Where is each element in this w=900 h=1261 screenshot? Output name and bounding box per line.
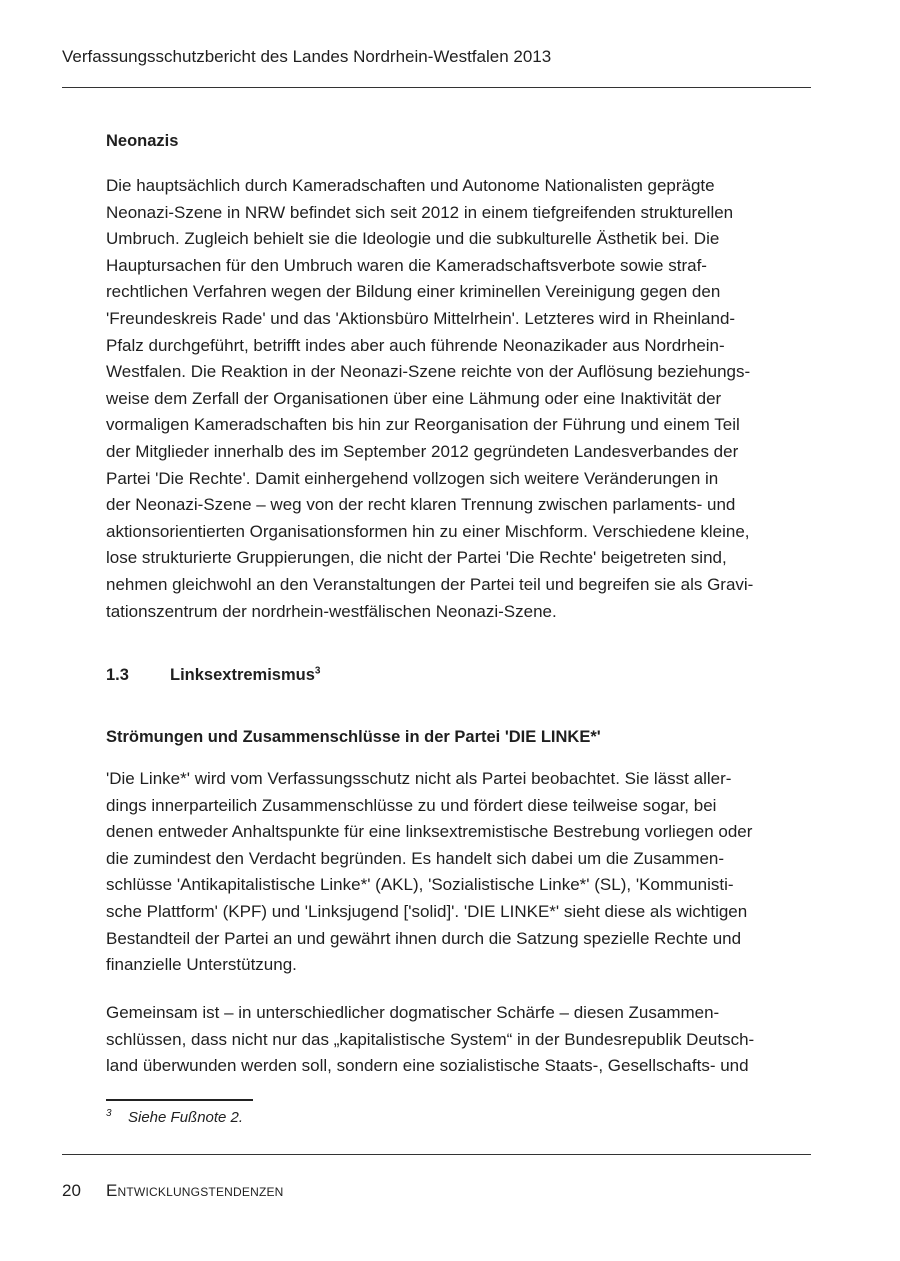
text-line: 'Freundeskreis Rade' und das 'Aktionsbüro Mittelrhein'. Letzteres wird in Rheinland-	[106, 308, 736, 328]
text-line: Westfalen. Die Reaktion in der Neonazi-Szene reichte von der Auflösung beziehungs-	[106, 362, 751, 382]
text-line: schlüsse 'Antikapitalistische Linke*' (AKL), 'Sozialistische Linke*' (SL), 'Kommunisti-	[106, 875, 734, 895]
text-line: Gemeinsam ist – in unterschiedlicher dogmatischer Schärfe – diesen Zusammen-	[106, 1003, 720, 1022]
header-rule	[62, 87, 811, 88]
text-line: dings innerparteilich Zusammenschlüsse zu und fördert diese teilweise sogar, bei	[106, 795, 717, 815]
text-line: weise dem Zerfall der Organisationen über eine Lähmung oder eine Inaktivität der	[106, 388, 722, 408]
text-line: Neonazi-Szene in NRW befindet sich seit 2012 in einem tiefgreifenden strukturellen	[106, 202, 734, 222]
section-number: 1.3	[106, 666, 129, 684]
text-line: Partei 'Die Rechte'. Damit einhergehend vollzogen sich weitere Veränderungen in	[106, 468, 719, 488]
text-line: Bestandteil der Partei an und gewährt ihnen durch die Satzung spezielle Rechte und	[106, 928, 742, 948]
footer-rule	[62, 1154, 811, 1155]
running-header: Verfassungsschutzbericht des Landes Nordrhein-Westfalen 2013	[62, 47, 552, 66]
stroemungen-paragraph-2	[106, 1000, 811, 1080]
section-heading	[106, 664, 811, 686]
text-line: schlüssen, dass nicht nur das „kapitalistische System“ in der Bundesrepublik Deutsch-	[106, 1029, 755, 1049]
stroemungen-paragraph-1	[106, 766, 811, 979]
text-line: nehmen gleichwohl an den Veranstaltungen der Partei teil und begreifen sie als Gravi-	[106, 574, 754, 594]
page-footer	[62, 1180, 284, 1202]
text-line: finanzielle Unterstützung.	[106, 955, 297, 975]
neonazis-paragraph	[106, 173, 811, 625]
page-number: 20	[62, 1181, 81, 1200]
text-line: die zumindest den Verdacht begründen. Es handelt sich dabei um die Zusammen-	[106, 848, 725, 868]
text-line: sche Plattform' (KPF) und 'Linksjugend ['solid]'. 'DIE LINKE*' sieht diese als wichtigen	[106, 901, 748, 921]
text-line: aktionsorientierten Organisationsformen hin zu einer Mischform. Verschiedene kleine,	[106, 521, 750, 541]
text-line: Umbruch. Zugleich behielt sie die Ideologie und die subkulturelle Ästhetik bei. Die	[106, 229, 720, 249]
footnote: 3 Siehe Fußnote 2.	[106, 1108, 244, 1126]
text-line: der Mitglieder innerhalb des im September 2012 gegründeten Landesverbandes der	[106, 441, 739, 461]
text-line: tationszentrum der nordrhein-westfälischen Neonazi-Szene.	[106, 601, 557, 621]
footnote-text: Siehe Fußnote 2.	[128, 1109, 244, 1126]
stroemungen-heading: Strömungen und Zusammenschlüsse in der Partei 'DIE LINKE*'	[106, 728, 601, 746]
text-line: Die hauptsächlich durch Kameradschaften und Autonome Nationalisten geprägte	[106, 176, 715, 195]
text-line: rechtlichen Verfahren wegen der Bildung einer kriminellen Vereinigung gegen den	[106, 282, 721, 302]
chapter-title: Entwicklungstendenzen	[106, 1181, 284, 1200]
text-line: land überwunden werden soll, sondern eine sozialistische Staats-, Gesellschafts- und	[106, 1056, 749, 1076]
text-line: denen entweder Anhaltspunkte für eine linksextremistische Bestrebung vorliegen oder	[106, 822, 753, 842]
text-line: Pfalz durchgeführt, betrifft indes aber auch führende Neonazikader aus Nordrhein-	[106, 335, 725, 355]
text-line: Hauptursachen für den Umbruch waren die Kameradschaftsverbote sowie straf-	[106, 255, 707, 275]
text-line: 'Die Linke*' wird vom Verfassungsschutz nicht als Partei beobachtet. Sie lässt aller-	[106, 769, 732, 788]
text-line: der Neonazi-Szene – weg von der recht klaren Trennung zwischen parlaments- und	[106, 495, 736, 515]
text-line: vormaligen Kameradschaften bis hin zur Reorganisation der Führung und einem Teil	[106, 415, 740, 435]
footnote-rule	[106, 1099, 253, 1101]
footnote-reference[interactable]: 3	[314, 665, 321, 677]
section-title: Linksextremismus	[170, 666, 315, 684]
neonazis-heading: Neonazis	[106, 132, 179, 150]
text-line: lose strukturierte Gruppierungen, die nicht der Partei 'Die Rechte' beigetreten sind,	[106, 548, 727, 568]
